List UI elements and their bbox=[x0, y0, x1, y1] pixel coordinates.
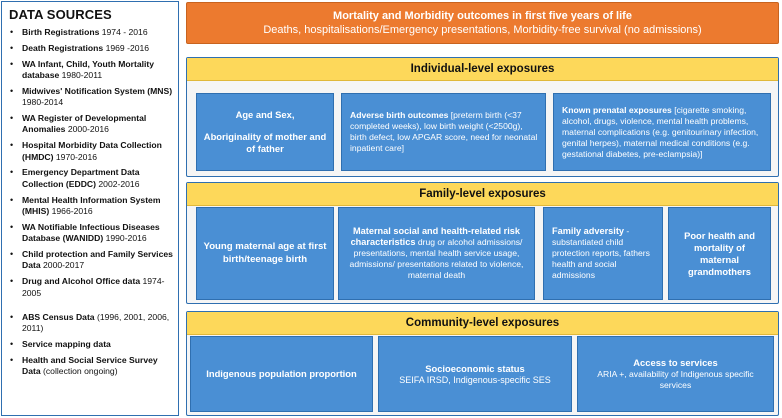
outcome-header bbox=[186, 2, 779, 44]
outcome-title: Mortality and Morbidity outcomes in first five years of life bbox=[333, 10, 632, 22]
aboriginality-label: Aboriginality of mother and of father bbox=[203, 131, 327, 154]
family-section bbox=[186, 182, 779, 304]
indigenous-pop-label: Indigenous population proportion bbox=[206, 368, 357, 379]
individual-box-birth-outcomes bbox=[341, 93, 546, 171]
maternal-risk-text: drug or alcohol admissions/ presentations, mental health service usage, admissions/ presentations related to violence, maternal death bbox=[349, 237, 524, 280]
community-box-ses bbox=[378, 336, 572, 412]
family-box-maternal-age bbox=[196, 207, 334, 300]
community-box-access bbox=[577, 336, 774, 412]
individual-box-prenatal bbox=[553, 93, 771, 171]
adversity-text: - substantiated child protection reports, fathers health and social admissions bbox=[552, 226, 650, 280]
community-title: Community-level exposures bbox=[187, 312, 778, 335]
maternal-risk-heading: Maternal social and health-related risk characteristics bbox=[350, 226, 520, 247]
data-source-item: • Drug and Alcohol Office data 1974-2005 bbox=[9, 276, 174, 299]
adversity-heading: Family adversity bbox=[552, 226, 625, 236]
data-source-item: • Service mapping data bbox=[9, 339, 174, 350]
family-box-maternal-risk bbox=[338, 207, 535, 300]
data-source-item: • Hospital Morbidity Data Collection (HMDC) 1970-2016 bbox=[9, 140, 174, 163]
ses-text: SEIFA IRSD, Indigenous-specific SES bbox=[399, 374, 551, 385]
data-source-item: • WA Register of Developmental Anomalies 2000-2016 bbox=[9, 113, 174, 136]
data-source-item: • Health and Social Service Survey Data (collection ongoing) bbox=[9, 355, 174, 378]
access-heading: Access to services bbox=[633, 357, 718, 368]
prenatal-heading: Known prenatal exposures bbox=[562, 104, 672, 115]
community-section bbox=[186, 311, 779, 416]
access-text: ARIA +, availability of Indigenous specific services bbox=[597, 369, 754, 390]
age-sex-label: Age and Sex, bbox=[235, 109, 295, 120]
data-source-item: • ABS Census Data (1996, 2001, 2006, 2011) bbox=[9, 312, 174, 335]
data-source-item: • WA Infant, Child, Youth Mortality database 1980-2011 bbox=[9, 59, 174, 82]
birth-outcomes-heading: Adverse birth outcomes bbox=[350, 110, 449, 120]
grandmothers-label: Poor health and mortality of maternal grandmothers bbox=[684, 229, 755, 277]
ses-heading: Socioeconomic status bbox=[425, 362, 525, 374]
family-box-adversity bbox=[543, 207, 663, 300]
data-sources-title: DATA SOURCES bbox=[9, 7, 112, 22]
community-box-indigenous-pop bbox=[190, 336, 373, 412]
individual-box-age-sex bbox=[196, 93, 334, 171]
outcome-subtitle: Deaths, hospitalisations/Emergency presentations, Morbidity-free survival (no admissions) bbox=[263, 24, 702, 36]
data-source-item: • Emergency Department Data Collection (EDDC) 2002-2016 bbox=[9, 167, 174, 190]
individual-section bbox=[186, 57, 779, 177]
individual-title: Individual-level exposures bbox=[187, 58, 778, 81]
prenatal-text: [cigarette smoking, alcohol, drugs, violence, mental health problems, maternal complications (e.g. genitourinary infection, genital herpes), maternal medical conditions (e.g. gestational diabetes, pre-eclampsia)] bbox=[562, 104, 759, 159]
data-sources-list bbox=[9, 27, 174, 378]
data-source-item: • Death Registrations 1969 -2016 bbox=[9, 43, 174, 54]
maternal-age-label: Young maternal age at first birth/teenage birth bbox=[203, 241, 327, 265]
family-box-grandmothers bbox=[668, 207, 771, 300]
family-title: Family-level exposures bbox=[187, 183, 778, 206]
data-source-item: • Child protection and Family Services Data 2000-2017 bbox=[9, 249, 174, 272]
data-sources-panel bbox=[1, 1, 179, 416]
data-source-item: • Mental Health Information System (MHIS) 1966-2016 bbox=[9, 195, 174, 218]
birth-outcomes-text: [preterm birth (<37 completed weeks), low birth weight (<2500g), birth defect, low APGAR score, need for neonatal inpatient care] bbox=[350, 110, 538, 153]
data-source-item: • Birth Registrations 1974 - 2016 bbox=[9, 27, 174, 38]
data-source-item: • WA Notifiable Infectious Diseases Database (WANIDD) 1990-2016 bbox=[9, 222, 174, 245]
data-source-item: • Midwives' Notification System (MNS) 1980-2014 bbox=[9, 86, 174, 109]
